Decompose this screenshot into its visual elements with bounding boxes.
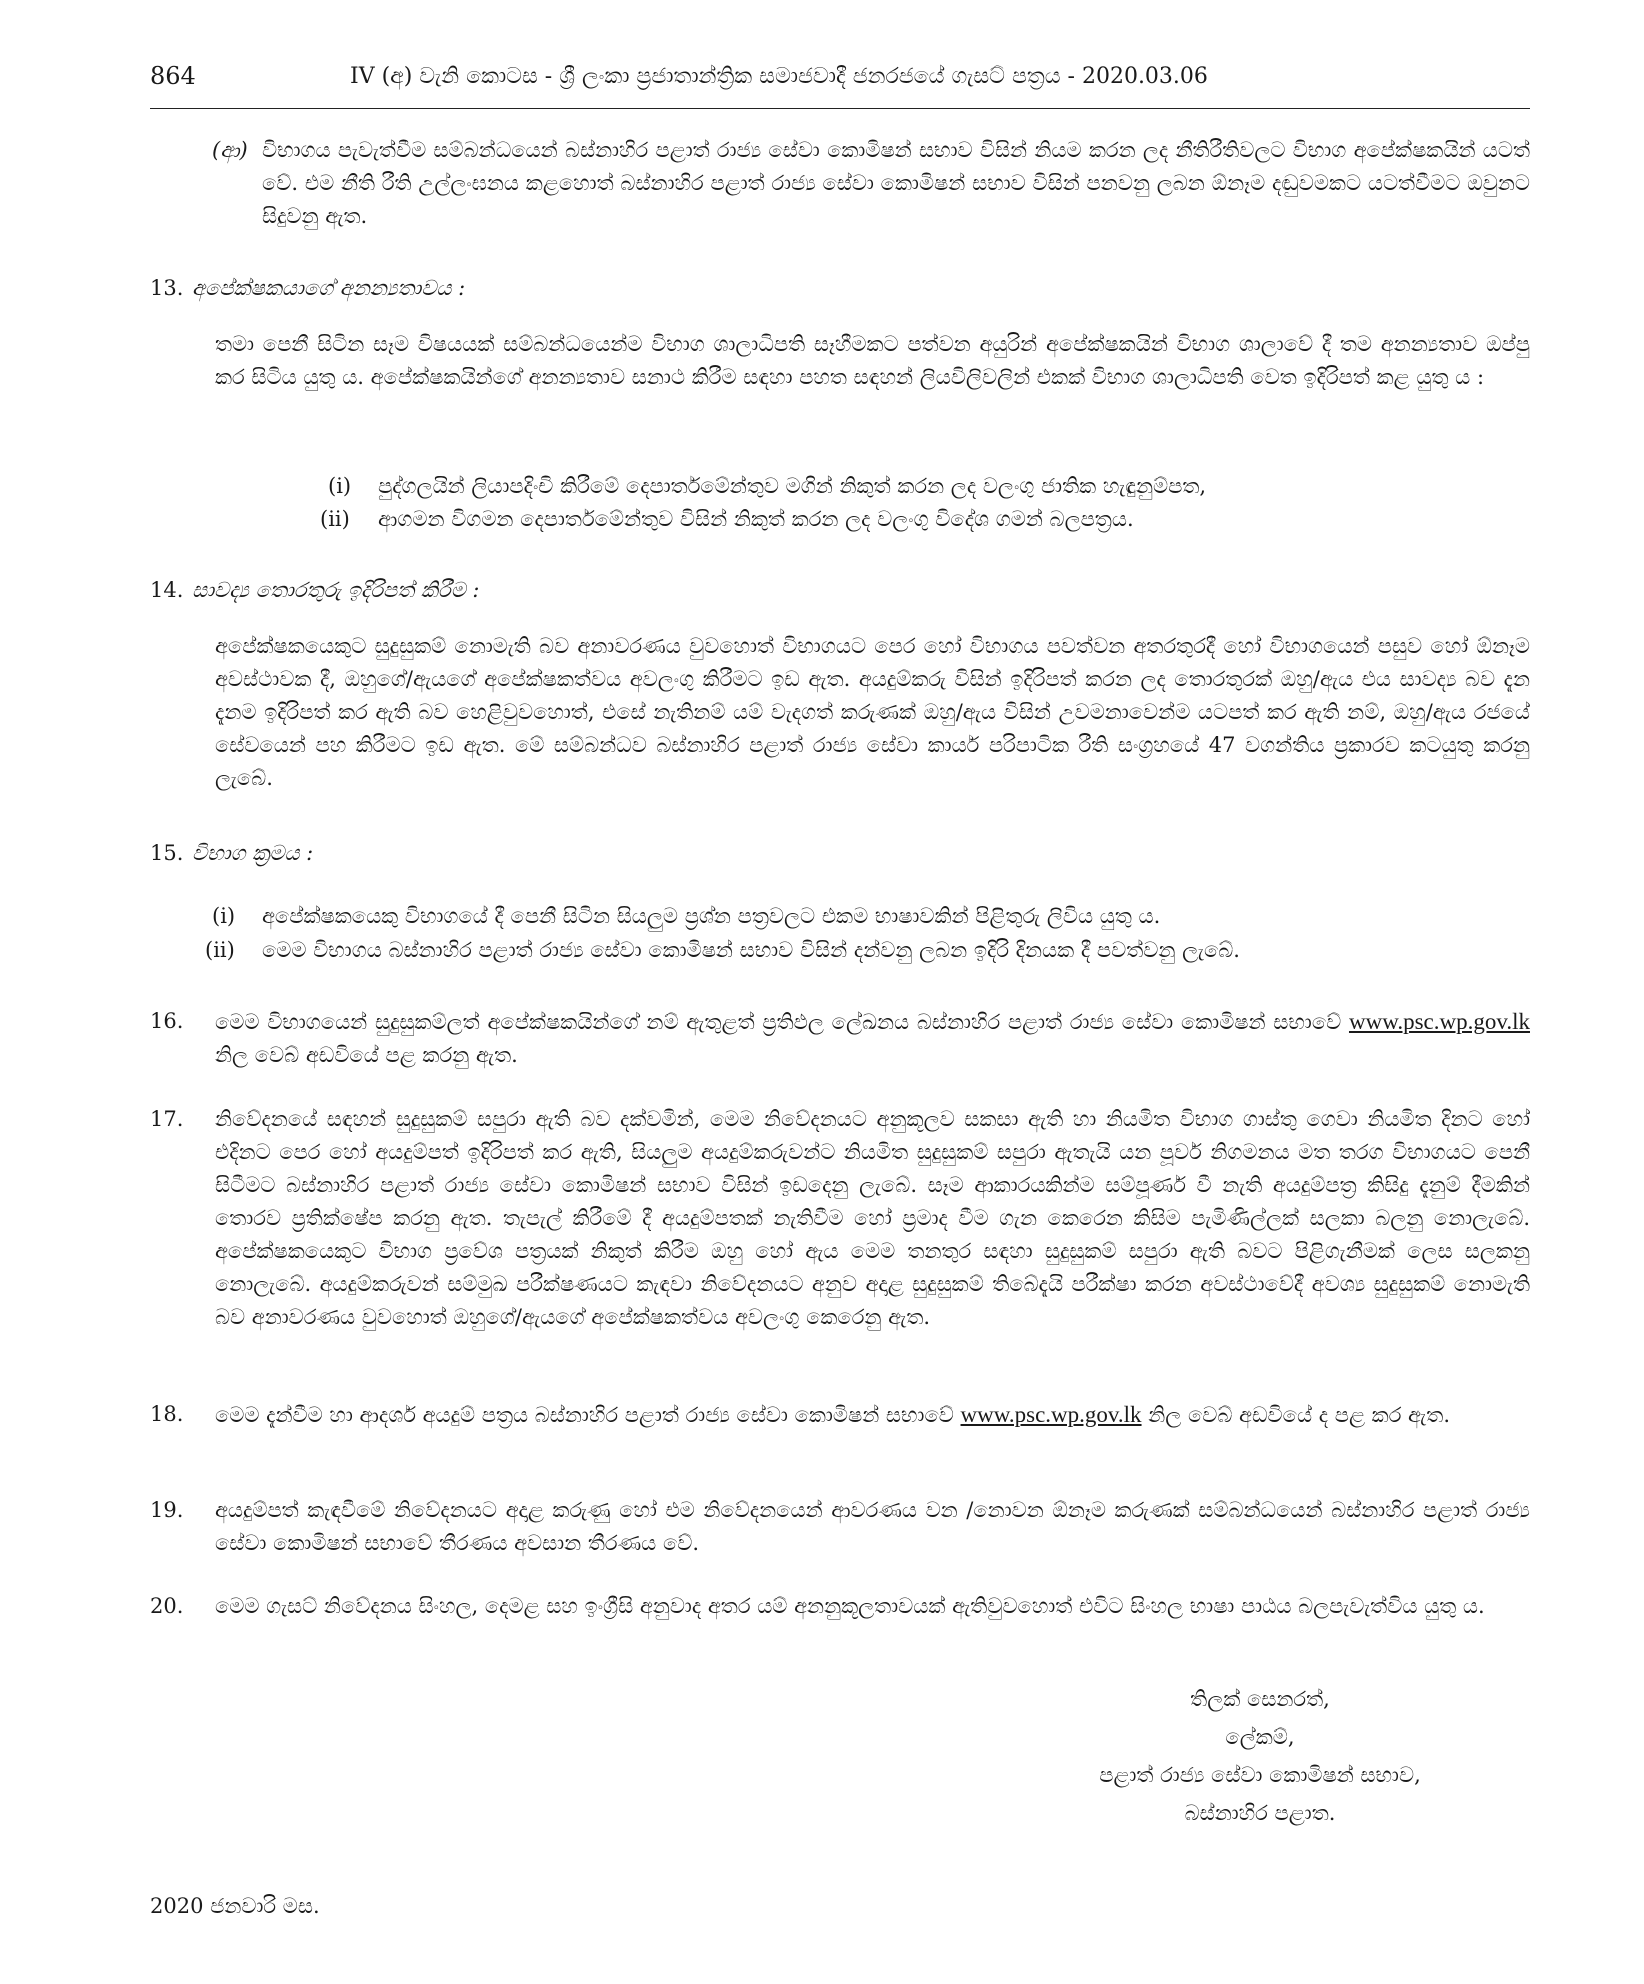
section-16-text-after: නිල වෙබ් අඩවියේ පළ කරනු ඇත. [215,1043,518,1067]
section-13-text: තමා පෙනී සිටින සෑම විෂයයක් සම්බන්ධයෙන්ම විභාග ශාලාධිපති සෑහීමකට පත්වන අයුරින් අපේක්ෂකයින් විභාග ශාලාවේ දී තම අනන්‍යතාව ඔප්පු කර සිටිය යුතු ය. අපේක්ෂකයින්ගේ අනන්‍යතාව සනාථ කිරීම සඳහා පහත සඳහන් ලියවිලිවලින් එකක් විභාග ශාලාධිපති වෙත ඉදිරිපත් කළ යුතු ය : [215,332,1530,389]
section-15-number: 15. [150,841,184,865]
section-18-text-after: නිල වෙබ් අඩවියේ ද පළ කර ඇත. [1141,1403,1451,1427]
section-13-number: 13. [150,276,184,300]
section-20-number: 20. [150,1594,184,1618]
section-13-item-2-text: ආගමන විගමන දෙපාර්තමේන්තුව විසින් නිකුත් කරන ලද වලංගු විදේශ ගමන් බලපත්‍රය. [378,507,1134,531]
signature-block [1080,1680,1440,1832]
section-19-number: 19. [150,1498,184,1522]
section-19-text: අයදුම්පත් කැඳවීමේ නිවේදනයට අදාළ කරුණු හෝ එම නිවේදනයෙන් ආවරණය වන /නොවන ඕනෑම කරුණක් සම්බන්ධයෙන් බස්නාහිර පළාත් රාජ්‍ය සේවා කොමිෂන් සභාවේ තීරණය අවසාන තීරණය වේ. [215,1498,1530,1555]
section-13-item-2-label: (ii) [320,507,350,531]
section-13-item-1-label: (i) [328,474,352,498]
section-15-item-2-text: මෙම විභාගය බස්නාහිර පළාත් රාජ්‍ය සේවා කොමිෂන් සභාව විසින් දන්වනු ලබන ඉදිරි දිනයක දී පවත්වනු ලැබේ. [262,938,1240,962]
section-18-text-before: මෙම දැන්වීම හා ආදර්ශ අයදුම් පත්‍රය බස්නාහිර පළාත් රාජ්‍ය සේවා කොමිෂන් සභාවේ [215,1403,961,1427]
section-16-number: 16. [150,1009,184,1033]
section-15-item-1-label: (i) [212,904,236,928]
section-17-number: 17. [150,1107,184,1131]
section-13-heading: අපේක්ෂකයාගේ අනන්‍යතාවය : [192,276,466,300]
section-16-text-before: මෙම විභාගයෙන් සුදුසුකම්ලත් අපේක්ෂකයින්ගේ නම් ඇතුළත් ප්‍රතිඵල ලේඛනය බස්නාහිර පළාත් රාජ්‍ය සේවා කොමිෂන් සභාවේ [215,1010,1349,1034]
clause-aa-text: විභාගය පැවැත්වීම සම්බන්ධයෙන් බස්නාහිර පළාත් රාජ්‍ය සේවා කොමිෂන් සභාව විසින් නියම කරන ලද නීතිරීතිවලට විභාග අපේක්ෂකයින් යටත් වේ. එම නීති රීති උල්ලංඝනය කළහොත් බස්නාහිර පළාත් රාජ්‍ය සේවා කොමිෂන් සභාව විසින් පනවනු ලබන ඕනෑම දඬුවමකට යටත්වීමට ඔවුනට සිදුවනු ඇත. [262,138,1530,228]
psc-website-link[interactable]: www.psc.wp.gov.lk [1348,1009,1530,1034]
section-15-item-2-label: (ii) [205,938,235,962]
footer-date: 2020 ජනවාරි මස. [150,1894,320,1918]
section-14-text: අපේක්ෂකයෙකුට සුදුසුකම් නොමැති බව අනාවරණය වුවහොත් විභාගයට පෙර හෝ විභාගය පවත්වන අතරතුරදී හෝ විභාගයෙන් පසුව හෝ ඕනෑම අවස්ථාවක දී, ඔහුගේ/ඇයගේ අපේක්ෂකත්වය අවලංගු කිරීමට ඉඩ ඇත. අයදුම්කරු විසින් ඉදිරිපත් කරන ලද තොරතුරක් ඔහු/ඇය එය සාවද්‍ය බව දැන දැනම ඉදිරිපත් කර ඇති බව හෙළිවුවහොත්, එසේ නැතිනම් යම් වැදගත් කරුණක් ඔහු/ඇය විසින් උවමනාවෙන්ම යටපත් කර ඇති නම්, ඔහු/ඇය රජයේ සේවයෙන් පහ කිරීමට ඉඩ ඇත. මේ සම්බන්ධව බස්නාහිර පළාත් රාජ්‍ය සේවා කාර්ය පරිපාටික රීති සංග්‍රහයේ 47 වගන්තිය ප්‍රකාරව කටයුතු කරනු ලැබේ. [215,634,1530,790]
section-16-text [215,1005,1530,1072]
signatory-body: පළාත් රාජ්‍ය සේවා කොමිෂන් සභාව, [1099,1763,1421,1787]
gazette-title: IV (අ) වැනි කොටස - ශ්‍රී ලංකා ප්‍රජාතාන්ත්‍රික සමාජවාදී ජනරජයේ ගැසට් පත්‍රය - 2020.03.06 [350,64,1208,89]
page-header [150,60,1530,104]
header-divider [150,108,1530,109]
clause-aa-label: (ආ) [212,138,248,162]
signatory-province: බස්නාහිර පළාත. [1184,1801,1336,1825]
section-15-heading: විභාග ක්‍රමය : [192,841,314,865]
section-15-item-1-text: අපේක්ෂකයෙකු විභාගයේ දී පෙනී සිටින සියලුම ප්‍රශ්න පත්‍රවලට එකම භාෂාවකින් පිළිතුරු ලිවිය යුතු ය. [262,904,1161,928]
section-18-text [215,1398,1530,1432]
signatory-name: තිලක් සෙනරත්, [1190,1687,1330,1711]
section-14-number: 14. [150,578,184,602]
section-18-number: 18. [150,1402,184,1426]
psc-website-link-2[interactable]: www.psc.wp.gov.lk [960,1402,1142,1427]
page-number: 864 [150,62,196,90]
signatory-title: ලේකම්, [1225,1725,1295,1749]
section-17-text: නිවේදනයේ සඳහන් සුදුසුකම් සපුරා ඇති බව දක්වමින්, මෙම නිවේදනයට අනුකූලව සකසා ඇති හා නියමිත විභාග ගාස්තු ගෙවා නියමිත දිනට හෝ එදිනට පෙර හෝ අයදුම්පත් ඉදිරිපත් කර ඇති, සියලුම අයදුම්කරුවන්ට නියමිත සුදුසුකම් සපුරා ඇතැයි යන පූර්ව නිගමනය මත තරග විභාගයට පෙනී සිටීමට බස්නාහිර පළාත් රාජ්‍ය සේවා කොමිෂන් සභාව විසින් ඉඩදෙනු ලැබේ. සෑම ආකාරයකින්ම සම්පූර්ණ වී නැති අයදුම්පත්‍ර කිසිදු දැනුම් දීමකින් තොරව ප්‍රතික්ෂේප කරනු ඇත. තැපැල් කිරීමේ දී අයදුම්පතක් නැතිවීම හෝ ප්‍රමාද වීම ගැන කෙරෙන කිසිම පැමිණිල්ලක් සලකා බලනු නොලැබේ. අපේක්ෂකයෙකුට විභාග ප්‍රවේශ පත්‍රයක් නිකුත් කිරීම ඔහු හෝ ඇය මෙම තනතුර සඳහා සුදුසුකම් සපුරා ඇති බවට පිළිගැනීමක් ලෙස සලකනු නොලැබේ. අයදුම්කරුවන් සම්මුඛ පරීක්ෂණයට කැඳවා නිවේදනයට අනුව අදාළ සුදුසුකම් තිබේදැයි පරීක්ෂා කරන අවස්ථාවේදී අවශ්‍ය සුදුසුකම් නොමැති බව අනාවරණය වුවහොත් ඔහුගේ/ඇයගේ අපේක්ෂකත්වය අවලංගු කෙරෙනු ඇත. [215,1107,1530,1329]
section-13-item-1-text: පුද්ගලයින් ලියාපදිංචි කිරීමේ දෙපාර්තමේන්තුව මගින් නිකුත් කරන ලද වලංගු ජාතික හැඳුනුම්පත, [378,474,1207,498]
section-14-heading: සාවද්‍ය තොරතුරු ඉදිරිපත් කිරීම : [192,578,480,602]
section-20-text: මෙම ගැසට් නිවේදනය සිංහල, දෙමළ සහ ඉංග්‍රීසි අනුවාද අතර යම් අනනුකූලතාවයක් ඇතිවුවහොත් එවිට සිංහල භාෂා පාඨය බලපැවැත්විය යුතු ය. [215,1594,1485,1618]
